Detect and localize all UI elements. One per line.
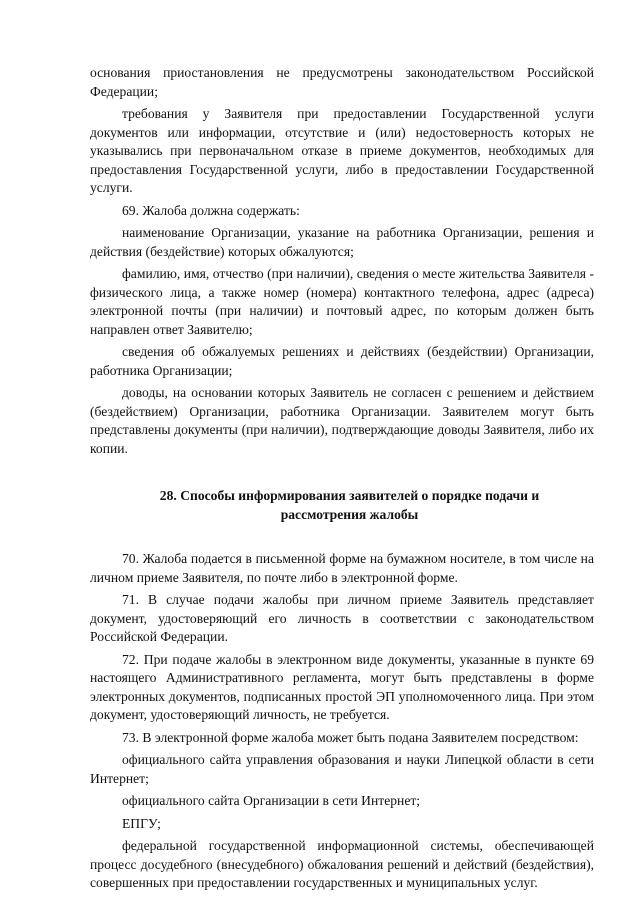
paragraph: 71. В случае подачи жалобы при личном приеме Заявитель представляет документ, удостоверяющий его личность в соответствии с законодательством Российской Федерации. [90,592,594,644]
paragraph: доводы, на основании которых Заявитель не согласен с решением и действием (бездействием) Организации, работника Организации. Заявителем могут быть представлены документы (при наличии), подтверждающие доводы Заявителя, либо их копии. [90,385,594,456]
document-page [90,64,594,897]
paragraph: основания приостановления не предусмотрены законодательством Российской Федерации; [90,65,594,99]
paragraph: фамилию, имя, отчество (при наличии), сведения о месте жительства Заявителя - физического лица, а также номер (номера) контактного телефона, адрес (адреса) электронной почты (при наличии) и почтовый адрес, по которым должен быть направлен ответ Заявителю; [90,266,594,337]
section-heading-line-1: 28. Способы информирования заявителей о порядке подачи и [159,488,540,503]
section-heading-line-2: рассмотрения жалобы [280,507,419,522]
paragraph: наименование Организации, указание на работника Организации, решения и действия (бездействие) которых обжалуются; [90,225,594,259]
paragraph: 69. Жалоба должна содержать: [122,202,300,218]
paragraph: официального сайта Организации в сети Интернет; [122,793,421,808]
paragraph: 73. В электронной форме жалоба может быть подана Заявителем посредством: [122,729,579,745]
section-heading [90,486,594,524]
paragraph: официального сайта управления образования и науки Липецкой области в сети Интернет; [90,752,594,786]
paragraphs-top [90,64,594,458]
paragraph: федеральной государственной информационной системы, обеспечивающей процесс досудебного (внесудебного) обжалования решений и действий (бездействия), совершенных при предоставлении государственных и муниципальных услуг. [90,838,594,890]
paragraphs-bottom [90,550,594,893]
paragraph: сведения об обжалуемых решениях и действиях (бездействии) Организации, работника Организации; [90,344,594,378]
paragraph: 72. При подаче жалобы в электронном виде документы, указанные в пункте 69 настоящего Административного регламента, могут быть представлены в форме электронных документов, подписанных простой ЭП уполномоченного лица. При этом документ, удостоверяющий личность, не требуется. [90,651,594,722]
paragraph: 70. Жалоба подается в письменной форме на бумажном носителе, в том числе на личном приеме Заявителя, по почте либо в электронной форме. [90,551,594,585]
paragraph: ЕПГУ; [122,815,161,831]
paragraph: требования у Заявителя при предоставлении Государственной услуги документов или информации, отсутствие и (или) недостоверность которых не указывались при первоначальном отказе в приеме документов, необходимых для предоставления Государственной услуги, либо в предоставлении Государственной услуги. [90,106,594,195]
